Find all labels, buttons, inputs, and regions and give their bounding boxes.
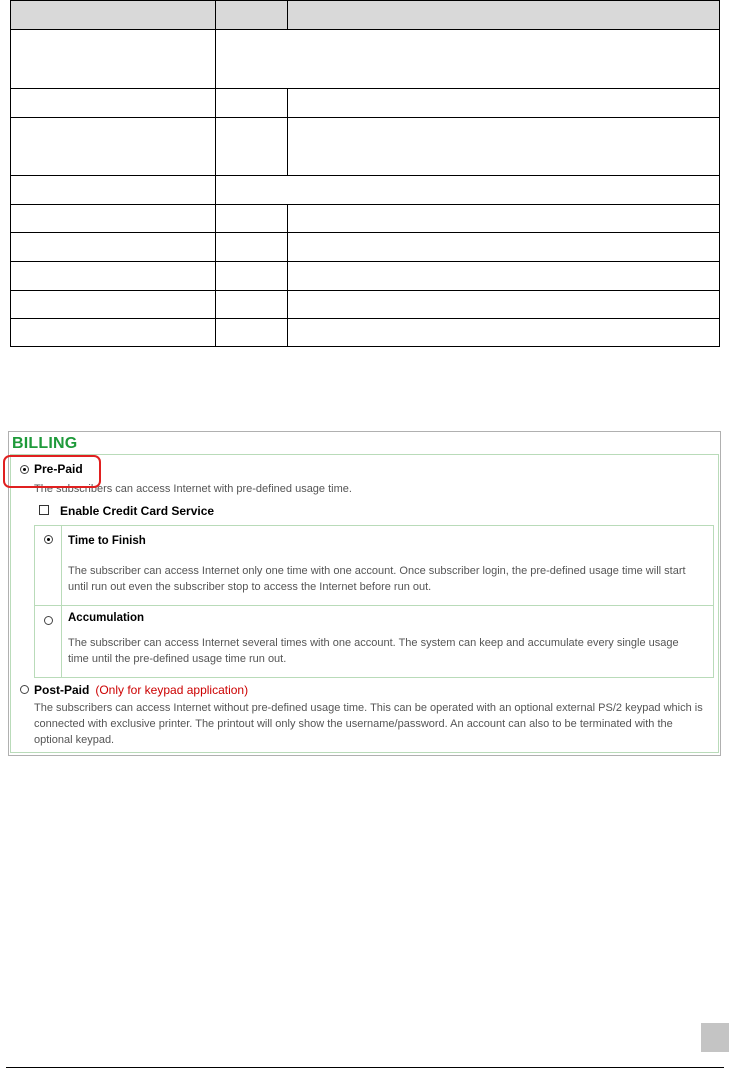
table-cell: [11, 205, 216, 233]
table-header-cell: [11, 1, 216, 30]
table-row: [11, 291, 720, 319]
table-cell: [11, 291, 216, 319]
table-row: [11, 89, 720, 118]
table-cell: [288, 118, 720, 176]
table-cell: [288, 319, 720, 347]
time-to-finish-description: The subscriber can access Internet only one time with one account. Once subscriber login, the pre-defined usage time will start until run out even the subscriber stop to access the Internet before run out.: [68, 565, 686, 593]
table-cell: [288, 262, 720, 291]
radio-column-divider: [61, 526, 62, 677]
credit-card-label: Enable Credit Card Service: [60, 504, 215, 518]
table-row: [11, 30, 720, 89]
spec-table: [10, 0, 720, 347]
table-cell: [216, 262, 288, 291]
page-number-box: [701, 1023, 729, 1052]
table-row: [11, 176, 720, 205]
billing-title: BILLING: [12, 435, 78, 452]
table-cell: [216, 30, 720, 89]
table-cell: [288, 89, 720, 118]
table-header-row: [11, 1, 720, 30]
table-cell: [288, 205, 720, 233]
table-header-cell: [288, 1, 720, 30]
table-cell: [216, 118, 288, 176]
table-cell: [11, 319, 216, 347]
table-cell: [11, 176, 216, 205]
postpaid-radio[interactable]: [20, 685, 29, 694]
table-cell: [216, 89, 288, 118]
table-cell: [11, 118, 216, 176]
table-cell: [216, 319, 288, 347]
highlight-box: [3, 455, 101, 488]
table-header-cell: [216, 1, 288, 30]
accumulation-label: Accumulation: [68, 612, 145, 624]
table-cell: [11, 30, 216, 89]
table-cell: [11, 89, 216, 118]
table-cell: [216, 291, 288, 319]
row-divider: [35, 605, 713, 606]
table-row: [11, 319, 720, 347]
prepaid-label: Pre-Paid: [34, 462, 83, 476]
table-cell: [216, 205, 288, 233]
postpaid-description: The subscribers can access Internet without pre-defined usage time. This can be operated with an optional external PS/2 keypad which is connected with exclusive printer. The printout will only show the username/password. An account can also to be terminated with the optional keypad.: [34, 702, 703, 746]
table-cell: [216, 233, 288, 262]
postpaid-label-text: Post-Paid: [34, 683, 90, 697]
postpaid-note: (Only for keypad application): [95, 683, 249, 697]
time-to-finish-label: Time to Finish: [68, 535, 146, 547]
table-row: [11, 118, 720, 176]
table-cell: [288, 233, 720, 262]
credit-card-checkbox[interactable]: [39, 505, 49, 515]
prepaid-description: The subscribers can access Internet with pre-defined usage time.: [34, 483, 352, 495]
accumulation-radio[interactable]: [44, 616, 53, 625]
table-row: [11, 233, 720, 262]
table-row: [11, 262, 720, 291]
table-cell: [216, 176, 720, 205]
footer-rule: [6, 1067, 724, 1068]
accumulation-description: The subscriber can access Internet several times with one account. The system can keep and accumulate every single usage time until the pre-defined usage time run out.: [68, 637, 679, 665]
table-row: [11, 205, 720, 233]
table-cell: [11, 262, 216, 291]
table-cell: [11, 233, 216, 262]
time-to-finish-radio[interactable]: [44, 535, 53, 544]
table-cell: [288, 291, 720, 319]
postpaid-label: [34, 683, 248, 697]
